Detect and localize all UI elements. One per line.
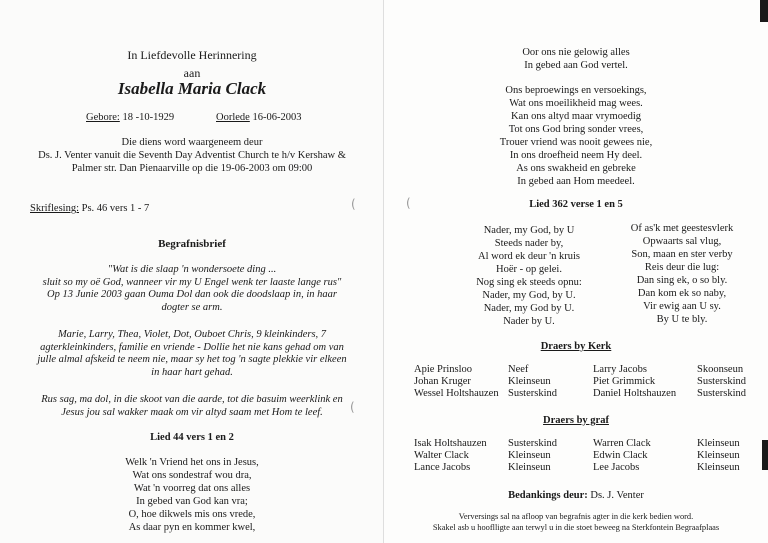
bearer-relation: Skoonseun [697, 364, 744, 375]
service-line: Ds. J. Venter vanuit die Seventh Day Adventist Church te h/v Kershaw & [38, 150, 346, 161]
church-bearers-relations-2 [697, 364, 746, 400]
hymn2-line: Reis deur die lug: [644, 262, 720, 273]
bearer-name: Lance Jacobs [414, 462, 471, 473]
bearer-name: Walter Clack [414, 450, 469, 461]
hymn2-line: Steeds nader by, [494, 238, 564, 249]
verse-line: Kan ons altyd maar vrymoedig [510, 111, 642, 122]
church-bearers-names-2 [593, 364, 676, 400]
bearer-name: Johan Kruger [414, 376, 471, 387]
hymn2-line: Nader by U. [503, 316, 555, 327]
letter-paragraph-2 [0, 329, 384, 379]
scripture-reading [30, 202, 149, 215]
letter-line: Op 13 Junie 2003 gaan Ouma Dol dan ook die doodslaap in, in haar [47, 289, 337, 300]
bearer-name: Warren Clack [593, 438, 651, 449]
letter-line: dogter se arm. [161, 301, 223, 313]
bearer-name: Daniel Holtshauzen [593, 388, 677, 399]
bearer-relation: Susterskind [697, 388, 747, 399]
hymn-line: In gebed van God kan vra; [136, 496, 248, 507]
born-label: Gebore: [86, 112, 120, 123]
scripture-label: Skriflesing: [30, 203, 79, 214]
verse-line: Trouer vriend was nooit gewees nie, [499, 137, 653, 148]
church-bearers-title: Draers by Kerk [540, 341, 612, 352]
hymn2-line: Hoër - op gelei. [496, 264, 562, 275]
hymn2-line: Nader, my God, by U. [482, 290, 576, 301]
bearer-relation: Neef [508, 364, 529, 375]
scripture-value: Ps. 46 vers 1 - 7 [81, 203, 150, 214]
bearer-name: Piet Grimmick [593, 376, 656, 387]
hymn2-title: Lied 362 verse 1 en 5 [529, 199, 623, 210]
letter-title: Begrafnisbrief [158, 238, 226, 250]
service-details [0, 136, 384, 175]
service-line: Die diens word waargeneem deur [121, 137, 263, 148]
hymn-line: As daar pyn en kommer kwel, [128, 522, 256, 533]
verse-line: Ons beproewings en versoekings, [505, 85, 647, 96]
hymn-title: Lied 44 vers 1 en 2 [150, 432, 234, 443]
died-date [216, 111, 301, 124]
verse-line: Oor ons nie gelowig alles [522, 47, 630, 58]
bearer-relation: Kleinseun [508, 376, 551, 387]
page-mark: ( [350, 400, 355, 414]
hymn-verse-two [384, 84, 768, 188]
right-page [384, 0, 768, 543]
bearer-relation: Susterskind [697, 376, 747, 387]
letter-line: julle almal afskeid te neem nie, maar sy het tog 'n sagte plekkie vir elkeen [37, 354, 347, 365]
hymn-line: O, hoe dikwels mis ons vrede, [128, 509, 256, 520]
thanks-label: Bedankings deur: [508, 490, 588, 501]
hymn-line: Wat 'n voorreg dat ons alles [133, 483, 251, 494]
letter-paragraph-3 [0, 394, 384, 419]
hymn2-line: Son, maan en ster verby [631, 249, 733, 260]
grave-bearers-title: Draers by graf [543, 415, 609, 426]
grave-bearers-relations-2 [697, 438, 740, 474]
thanks-value: Ds. J. Venter [590, 490, 644, 501]
verse-line: As ons swakheid en gebreke [516, 163, 636, 174]
scan-edge [762, 440, 768, 470]
bearer-name: Larry Jacobs [593, 364, 647, 375]
footer-line: Skakel asb u hooflligte aan terwyl u in die stoet beweeg na Sterkfontein Begraafplaas [432, 523, 720, 532]
bearer-relation: Kleinseun [697, 462, 740, 473]
bearer-relation: Susterskind [508, 438, 558, 449]
born-date [86, 111, 174, 124]
church-bearers-names [414, 364, 499, 400]
died-label: Oorlede [216, 112, 250, 123]
header-line-1: In Liefdevolle Herinnering [127, 48, 257, 62]
letter-line: Rus sag, ma dol, in die skoot van die aarde, tot die basuim weerklink en [41, 394, 343, 405]
letter-line: "Wat is die slaap 'n wondersoete ding ... [107, 264, 277, 275]
bearer-relation: Kleinseun [697, 438, 740, 449]
born-value: 18 -10-1929 [122, 112, 175, 123]
hymn-line: Welk 'n Vriend het ons in Jesus, [125, 457, 259, 468]
deceased-name: Isabella Maria Clack [117, 79, 267, 98]
hymn2-line: Nader, my God by U. [483, 303, 575, 314]
hymn-verse-continued [384, 46, 768, 72]
verse-line: Wat ons moeilikheid mag wees. [509, 98, 643, 109]
hymn-verse [0, 456, 384, 534]
page-mark: ( [406, 196, 411, 210]
hymn2-line: Opwaarts sal vlug, [642, 236, 722, 247]
verse-line: In gebed aan Hom meedeel. [517, 176, 635, 187]
footer-line: Verversings sal na afloop van begrafnis agter in die kerk bedien word. [458, 512, 694, 521]
page-mark: ( [351, 197, 356, 211]
hymn2-line: Nog sing ek steeds opnu: [476, 277, 582, 288]
bearer-name: Isak Holtshauzen [414, 438, 487, 449]
bearer-name: Wessel Holtshauzen [414, 388, 499, 399]
service-line: Palmer str. Dan Pienaarville op die 19-06-2003 om 09:00 [71, 163, 313, 174]
hymn2-column-right [602, 222, 762, 326]
verse-line: Tot ons God bring sonder vrees, [508, 124, 644, 135]
hymn2-line: Dan kom ek so naby, [637, 288, 727, 299]
bearer-relation: Kleinseun [697, 450, 740, 461]
scan-corner [760, 0, 768, 22]
grave-bearers-relations [508, 438, 557, 474]
church-bearers-relations [508, 364, 557, 400]
letter-line: agterkleinkinders, familie en vriende - Dollie het nie kans gehad om van [40, 341, 344, 353]
hymn2-line: Nader, my God, by U [483, 225, 575, 236]
letter-line: Marie, Larry, Thea, Violet, Dot, Ouboet Chris, 9 kleinkinders, 7 [57, 329, 327, 340]
header-line-2: aan [183, 66, 201, 80]
grave-bearers-names-2 [593, 438, 651, 474]
thanks-line [384, 489, 768, 502]
bearer-relation: Kleinseun [508, 462, 551, 473]
grave-bearers-names [414, 438, 487, 474]
letter-line: sluit so my oë God, wanneer vir my U Engel wenk ter laaste lange rus" [42, 276, 342, 288]
letter-paragraph-1 [0, 264, 384, 314]
letter-line: in haar hart gehad. [151, 366, 233, 378]
hymn2-line: By U te bly. [656, 314, 708, 325]
hymn2-line: Dan sing ek, o so bly. [636, 275, 728, 286]
hymn2-line: Of as'k met geestesvlerk [630, 223, 734, 234]
hymn2-column-left [454, 224, 604, 328]
hymn-line: Wat ons sondestraf wou dra, [132, 470, 252, 481]
bearer-name: Apie Prinsloo [414, 364, 473, 375]
bearer-name: Edwin Clack [593, 450, 648, 461]
hymn2-line: Vir ewig aan U sy. [643, 301, 721, 312]
footer-notes [384, 511, 768, 533]
verse-line: In ons droefheid neem Hy deel. [509, 150, 643, 161]
bearer-relation: Kleinseun [508, 450, 551, 461]
verse-line: In gebed aan God vertel. [524, 60, 628, 71]
letter-line: Jesus jou sal wakker maak om vir altyd saam met Hom te leef. [61, 406, 323, 418]
bearer-name: Lee Jacobs [593, 462, 640, 473]
hymn2-line: Al word ek deur 'n kruis [478, 251, 580, 262]
died-value: 16-06-2003 [252, 112, 302, 123]
bearer-relation: Susterskind [508, 388, 558, 399]
